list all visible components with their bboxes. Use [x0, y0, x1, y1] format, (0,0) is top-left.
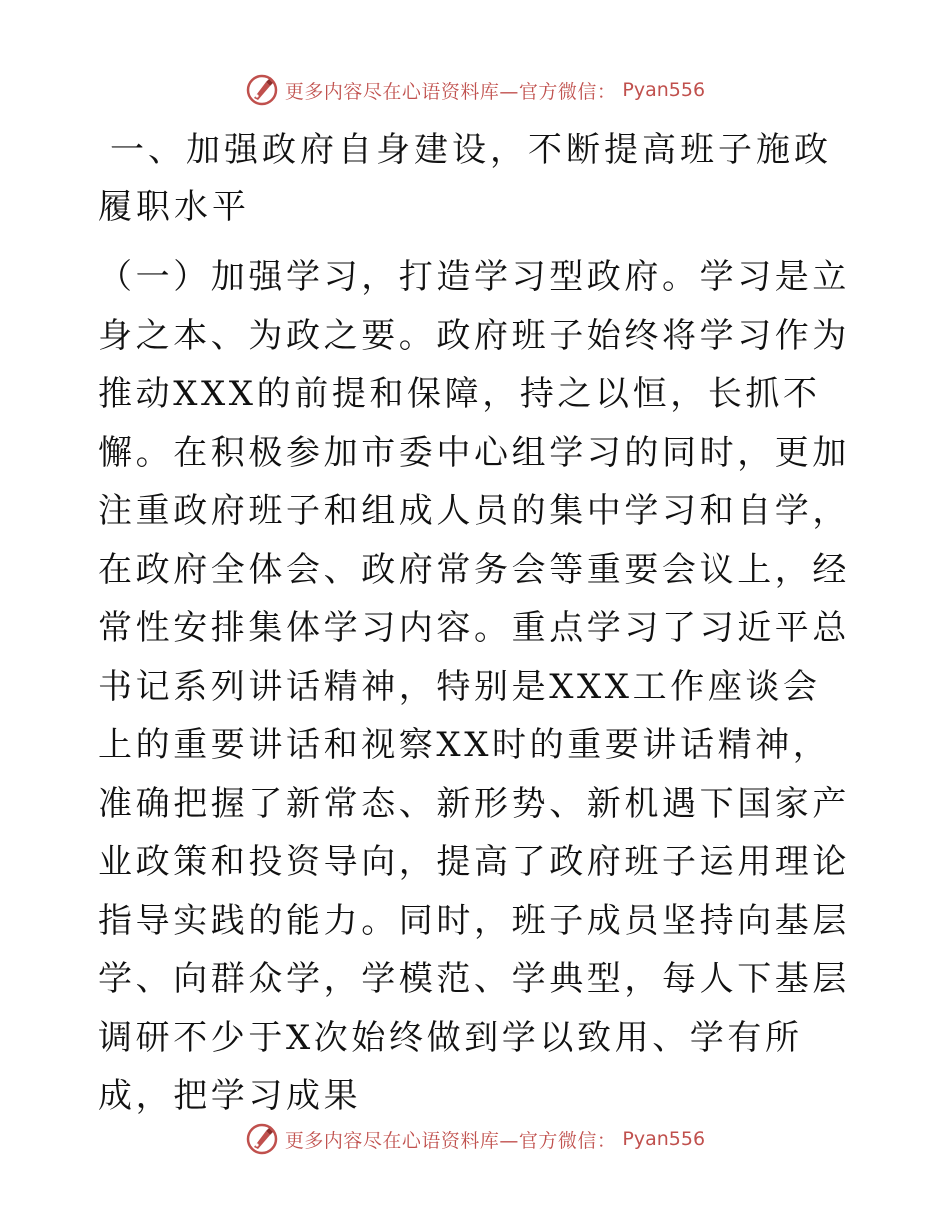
pen-nib-logo-icon: [245, 1122, 279, 1156]
header-watermark: [0, 70, 950, 110]
document-body: [98, 122, 858, 1126]
body-paragraph: （一）加强学习，打造学习型政府。学习是立身之本、为政之要。政府班子始终将学习作为推动XXX的前提和保障，持之以恒，长抓不懈。在积极参加市委中心组学习的同时，更加注重政府班子和组成人员的集中学习和自学，在政府全体会、政府常务会等重要会议上，经常性安排集体学习内容。重点学习了习近平总书记系列讲话精神，特别是XXX工作座谈会上的重要讲话和视察XX时的重要讲话精神，准确把握了新常态、新形势、新机遇下国家产业政策和投资导向，提高了政府班子运用理论指导实践的能力。同时，班子成员坚持向基层学、向群众学，学模范、学典型，每人下基层调研不少于X次始终做到学以致用、学有所成，把学习成果: [98, 257, 850, 1116]
watermark-text: 更多内容尽在心语资料库—官方微信：: [284, 80, 617, 103]
watermark-handle: Pyan556: [622, 79, 706, 101]
watermark-handle: Pyan556: [622, 1128, 706, 1150]
footer-watermark: [0, 1119, 950, 1159]
watermark-text: 更多内容尽在心语资料库—官方微信：: [284, 1129, 617, 1152]
pen-nib-logo-icon: [245, 73, 279, 107]
section-heading: 一、加强政府自身建设，不断提高班子施政履职水平: [98, 130, 832, 227]
